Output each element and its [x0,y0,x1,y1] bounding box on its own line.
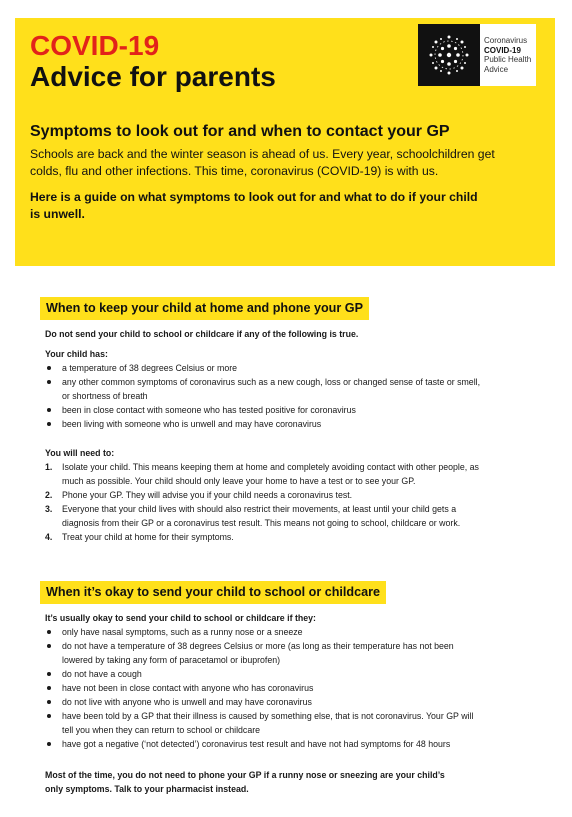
closing-note: Most of the time, you do not need to phone your GP if a runny nose or sneezing are your child’s only symptoms. Talk to your pharmacist instead. [45,770,445,794]
steps-list [45,460,485,544]
list-item: do not have a temperature of 38 degrees Celsius or more (as long as their temperature has not been lowered by taking any form of paracetamol or ibuprofen) [45,639,485,667]
list-item: only have nasal symptoms, such as a runny nose or a sneeze [45,625,485,639]
section-heading-okay-to-send: When it’s okay to send your child to school or childcare [40,581,386,604]
title-advice: Advice for parents [30,61,276,92]
list-item: any other common symptoms of coronavirus such as a new cough, loss or changed sense of taste or smell, or shortness of breath [45,375,485,403]
step-number: 2. [45,490,53,500]
logo-line-3: Public Health [484,55,532,64]
step-number: 4. [45,532,53,542]
title-covid: COVID-19 [30,30,160,61]
list-item [45,488,485,502]
step-number: 1. [45,462,53,472]
subheading: Symptoms to look out for and when to contact your GP [30,123,450,140]
child-has-label: Your child has: [45,349,108,359]
intro-paragraph: Schools are back and the winter season is ahead of us. Every year, schoolchildren get colds, flu and other infections. This time, coronavirus (COVID-19) is with us. [30,147,495,178]
intro-bold-paragraph: Here is a guide on what symptoms to look out for and what to do if your child is unwell. [30,190,478,221]
step-text: Everyone that your child lives with should also restrict their movements, at least until your child gets a diagnosis from their GP or a coronavirus test result. This means not going to school, childcare or work. [62,504,461,528]
step-number: 3. [45,504,53,514]
list-item: a temperature of 38 degrees Celsius or more [45,361,485,375]
list-item: been living with someone who is unwell and may have coronavirus [45,417,485,431]
logo-line-1: Coronavirus [484,36,528,45]
list-item: have got a negative (‘not detected’) coronavirus test result and have not had symptoms for 48 hours [45,737,485,751]
logo-line-4: Advice [484,64,509,74]
logo-text [480,36,531,74]
list-item [45,530,485,544]
virus-icon [418,24,480,86]
list-item: have not been in close contact with anyone who has coronavirus [45,681,485,695]
need-to-label: You will need to: [45,448,115,458]
list-item: do not have a cough [45,667,485,681]
list-item: have been told by a GP that their illness is caused by something else, that is not coronavirus. Your GP will tell you when they can return to school or childcare [45,709,485,737]
section1-lead: Do not send your child to school or childcare if any of the following is true. [45,329,359,339]
step-text: Isolate your child. This means keeping them at home and completely avoiding contact with other people, as much as possible. Your child should only leave your home to have a test or to see your GP. [62,462,479,486]
logo-line-2: COVID-19 [484,45,521,55]
list-item [45,460,485,488]
section2-lead: It’s usually okay to send your child to school or childcare if they: [45,613,316,623]
step-text: Treat your child at home for their symptoms. [62,532,234,542]
hse-logo [418,24,536,86]
list-item: been in close contact with someone who has tested positive for coronavirus [45,403,485,417]
list-item [45,502,485,530]
list-item: do not live with anyone who is unwell and may have coronavirus [45,695,485,709]
symptom-list [45,361,485,431]
section-heading-keep-home: When to keep your child at home and phone your GP [40,297,369,320]
step-text: Phone your GP. They will advise you if your child needs a coronavirus test. [62,490,353,500]
okay-list [45,625,485,751]
